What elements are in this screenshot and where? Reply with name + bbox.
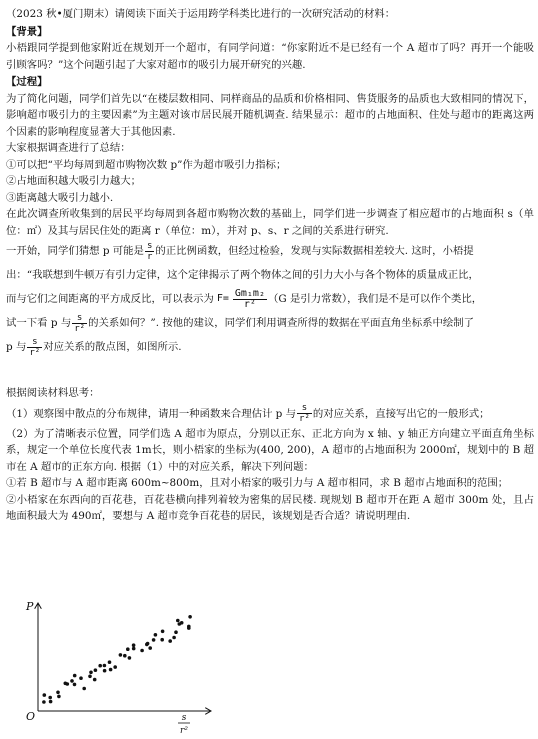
survey-text: 在此次调查所收集到的居民平均每周到各超市购物次数的基础上，同学们进一步调查了相应超市的占地面积 s（单位：㎡）及其与居民住处的距离 r（单位：m），并对 p、s、r 之间的关系进行研究. — [6, 208, 534, 237]
scatter-point — [93, 678, 97, 682]
scatter-point — [148, 646, 152, 650]
scatter-point — [174, 630, 178, 634]
scatter-point — [57, 695, 61, 699]
background-heading: 【背景】 — [6, 25, 48, 38]
fraction-numerator: s — [297, 403, 312, 414]
scatter-point — [98, 664, 102, 668]
fraction-s-over-r2 — [297, 403, 312, 424]
summary-item-3: ③距离越大吸引力越小. — [6, 191, 114, 204]
scatter-point — [126, 647, 130, 651]
scatter-point — [132, 647, 136, 651]
scatter-point — [103, 664, 107, 668]
newton-text-c: （G 是引力常数），我们是不是可以作个类比， — [267, 293, 483, 305]
guess-line — [6, 239, 534, 263]
scatter-point — [160, 638, 164, 642]
scatter-point — [70, 679, 74, 683]
scatter-point — [168, 639, 172, 643]
scatter-point — [89, 671, 93, 675]
newton-line-1: 出：“我联想到牛顿万有引力定律，这个定律揭示了两个物体之间的引力大小与各个物体的质量成正比， — [6, 269, 479, 281]
x-axis-label-denominator: r² — [180, 726, 188, 736]
scatter-point — [43, 693, 47, 697]
scatter-point — [108, 660, 112, 664]
scatter-point — [66, 682, 70, 686]
scatter-line — [6, 335, 534, 359]
scatter-point — [128, 656, 132, 660]
scatter-point — [188, 615, 192, 619]
try-line — [6, 311, 534, 335]
scatter-point — [103, 669, 107, 673]
formula-lhs: F= — [216, 293, 229, 304]
scatter-point — [79, 676, 83, 680]
problem-intro: （2023 秋•厦门期末）请阅读下面关于运用跨学科类比进行的一次研究活动的材料： — [6, 8, 396, 20]
process-heading: 【过程】 — [6, 76, 48, 88]
try-text-b: 的关系如何？”. 按他的建议，同学们利用调查所得的数据在平面直角坐标系中绘制了 — [88, 317, 475, 329]
question-2: （2）为了清晰表示位置，同学们选 A 超市为原点，分别以正东、正北方向为 x 轴、y 轴正方向建立平面直角坐标系，规定一个单位长度代表 1m长，则小梧家的坐标为(400, 200)，A 超市的占地面积为 2000㎡，规划中的 B 超市在 A 超市的正东方向. 根据（1）中的对应关系，解决下列问题： — [6, 427, 534, 473]
scatter-points — [42, 615, 192, 704]
question-2-part-2: ②小梧家在东西向的百花巷，百花巷横向排列着较为密集的居民楼. 现规划 B 超市开在距 A 超市 300m 处，且占地面积最大为 490㎡，要想与 A 超市竞争百花巷的居民，该规划是否合适？请说明理由. — [6, 493, 534, 522]
question-2-part-1: ①若 B 超市与 A 超市距离 600m~800m，且对小梧家的吸引力与 A 超市相同，求 B 超市占地面积的范围； — [6, 477, 509, 489]
scatter-point — [49, 700, 53, 704]
guess-text-b: 的正比例函数，但经过检验，发现与实际数据相差较大. 这时，小梧提 — [155, 245, 474, 257]
scatter-point — [140, 649, 144, 653]
scatter-point — [42, 700, 46, 704]
summary-text: 大家根据调查进行了总结： — [6, 142, 131, 154]
fraction-denominator: r — [146, 251, 153, 262]
try-text-a: 试一下看 p 与 — [6, 317, 72, 329]
guess-text-a: 一开始，同学们猜想 p 可能是 — [6, 245, 144, 257]
gravitation-formula — [215, 294, 231, 304]
scatter-text-a: p 与 — [6, 341, 27, 353]
think-heading: 根据阅读材料思考： — [6, 387, 100, 399]
formula-numerator: Gm₁m₂ — [234, 287, 265, 299]
fraction-denominator: r² — [29, 347, 41, 358]
scatter-point — [113, 665, 117, 669]
scatter-point — [56, 691, 60, 695]
scatter-point — [88, 675, 92, 679]
scatter-point — [176, 619, 180, 623]
fraction-numerator: s — [72, 313, 87, 324]
scatter-point — [73, 674, 77, 678]
background-text: 小梧跟同学提到他家附近在规划开一个超市，有同学问道：“你家附近不是已经有一个 A 超市了吗？再开一个能吸引顾客吗？”这个问题引起了大家对超市的吸引力展开研究的兴趣. — [6, 42, 534, 71]
process-text: 为了简化问题，同学们首先以“在楼层数相同、同样商品的品质和价格相同、售货服务的品质也大致相同的情况下，影响超市吸引力的主要因素”为主题对该市居民展开随机调查. 结果显示：超市的占地面积、住处与超市的距离这两个因素的影响程度显著大于其他因素. — [6, 92, 534, 138]
fraction-s-over-r — [145, 241, 154, 262]
scatter-point — [152, 638, 156, 642]
scatter-point — [145, 643, 149, 647]
scatter-plot — [18, 596, 218, 736]
formula-fraction — [233, 289, 267, 310]
scatter-point — [180, 621, 184, 625]
scatter-point — [119, 653, 123, 657]
fraction-denominator: r² — [299, 414, 310, 424]
scatter-plot-svg — [18, 596, 218, 736]
fraction-s-over-r2 — [27, 337, 42, 358]
q1-text-a: （1）观察图中散点的分布规律，请用一种函数来合理估计 p 与 — [6, 407, 297, 420]
q1-text-b: 的对应关系，直接写出它的一般形式； — [312, 407, 490, 420]
fraction-denominator: r² — [74, 323, 86, 334]
fraction-numerator: s — [146, 240, 153, 251]
scatter-text-b: 对应关系的散点图，如图所示. — [43, 341, 182, 353]
scatter-point — [154, 633, 158, 637]
question-1 — [6, 402, 534, 426]
fraction-s-over-r2 — [72, 313, 87, 334]
scatter-point — [123, 654, 127, 658]
scatter-point — [187, 626, 191, 630]
y-axis-label: P — [26, 600, 34, 613]
fraction-numerator: s — [27, 337, 42, 348]
problem-page — [6, 6, 534, 525]
scatter-point — [73, 683, 77, 687]
summary-item-1: ①可以把“平均每周到超市购物次数 p”作为超市吸引力指标； — [6, 158, 287, 171]
newton-text-b: 而与它们之间距离的平方成反比，可以表示为 — [6, 293, 214, 305]
scatter-point — [48, 696, 52, 700]
origin-label: O — [26, 710, 36, 723]
scatter-point — [132, 643, 136, 647]
summary-item-2: ②占地面积越大吸引力越大； — [6, 175, 142, 187]
newton-line-2 — [6, 287, 534, 311]
formula-denominator: r² — [243, 298, 256, 310]
scatter-point — [172, 636, 176, 640]
x-axis-label-numerator: s — [181, 713, 187, 723]
scatter-point — [82, 687, 86, 691]
scatter-point — [109, 668, 113, 672]
scatter-point — [161, 630, 165, 634]
scatter-point — [94, 668, 98, 672]
